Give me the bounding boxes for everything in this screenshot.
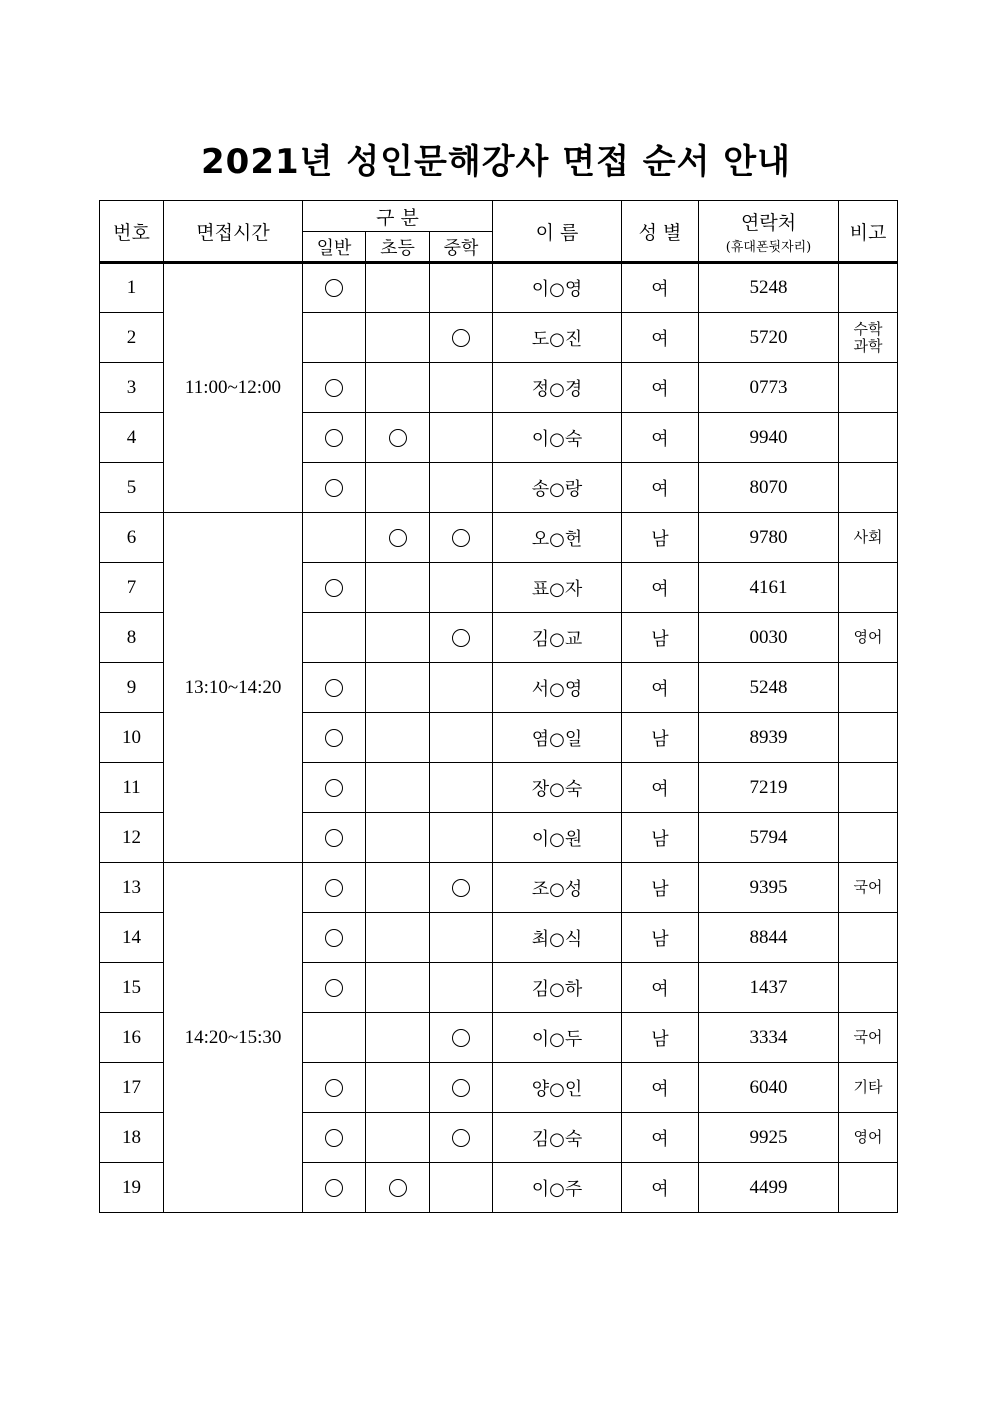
applicant-note — [839, 463, 898, 513]
applicant-note — [839, 513, 898, 563]
applicant-gender: 여 — [622, 963, 699, 1013]
category-general — [303, 1013, 366, 1063]
header-middle: 중학 — [430, 232, 493, 263]
row-number: 8 — [100, 613, 164, 663]
applicant-gender: 여 — [622, 363, 699, 413]
mark-circle-icon — [325, 279, 343, 297]
category-elementary — [366, 563, 430, 613]
row-number: 17 — [100, 1063, 164, 1113]
row-number: 9 — [100, 663, 164, 713]
header-time: 면접시간 — [164, 201, 303, 263]
applicant-name: 서○영 — [493, 663, 622, 713]
header-gender: 성 별 — [622, 201, 699, 263]
applicant-note — [839, 813, 898, 863]
table-row — [100, 263, 898, 313]
mark-circle-icon — [325, 1129, 343, 1147]
category-elementary — [366, 813, 430, 863]
mark-circle-icon — [325, 479, 343, 497]
category-middle — [430, 463, 493, 513]
category-middle — [430, 913, 493, 963]
category-middle — [430, 1063, 493, 1113]
applicant-gender: 여 — [622, 763, 699, 813]
applicant-note — [839, 1013, 898, 1063]
category-general — [303, 1163, 366, 1213]
category-elementary — [366, 763, 430, 813]
category-general — [303, 513, 366, 563]
applicant-name: 김○하 — [493, 963, 622, 1013]
applicant-gender: 여 — [622, 663, 699, 713]
applicant-contact: 4499 — [699, 1163, 839, 1213]
applicant-note — [839, 263, 898, 313]
applicant-contact: 9395 — [699, 863, 839, 913]
schedule-body — [100, 263, 898, 1213]
category-middle — [430, 363, 493, 413]
category-elementary — [366, 413, 430, 463]
applicant-contact: 3334 — [699, 1013, 839, 1063]
applicant-contact: 9940 — [699, 413, 839, 463]
row-number: 10 — [100, 713, 164, 763]
category-middle — [430, 1113, 493, 1163]
note-line: 기타 — [853, 1078, 883, 1096]
category-elementary — [366, 313, 430, 363]
applicant-note — [839, 1063, 898, 1113]
mark-circle-icon — [325, 579, 343, 597]
row-number: 3 — [100, 363, 164, 413]
category-general — [303, 413, 366, 463]
applicant-note — [839, 363, 898, 413]
row-number: 11 — [100, 763, 164, 813]
category-general — [303, 913, 366, 963]
applicant-gender: 남 — [622, 613, 699, 663]
applicant-gender: 여 — [622, 1113, 699, 1163]
category-elementary — [366, 913, 430, 963]
mark-circle-icon — [452, 329, 470, 347]
category-elementary — [366, 1013, 430, 1063]
category-elementary — [366, 863, 430, 913]
category-general — [303, 813, 366, 863]
applicant-gender: 여 — [622, 1063, 699, 1113]
applicant-contact: 0773 — [699, 363, 839, 413]
header-number: 번호 — [100, 201, 164, 263]
applicant-name: 도○진 — [493, 313, 622, 363]
category-middle — [430, 263, 493, 313]
applicant-note — [839, 563, 898, 613]
category-elementary — [366, 963, 430, 1013]
row-number: 16 — [100, 1013, 164, 1063]
mark-circle-icon — [389, 529, 407, 547]
applicant-gender: 여 — [622, 263, 699, 313]
mark-circle-icon — [452, 1079, 470, 1097]
interview-time: 11:00~12:00 — [164, 263, 303, 513]
applicant-contact: 8844 — [699, 913, 839, 963]
category-general — [303, 613, 366, 663]
header-elementary: 초등 — [366, 232, 430, 263]
category-middle — [430, 1013, 493, 1063]
header-contact-label: 연락처 — [740, 211, 797, 234]
applicant-gender: 여 — [622, 413, 699, 463]
category-general — [303, 1063, 366, 1113]
applicant-note — [839, 763, 898, 813]
category-middle — [430, 713, 493, 763]
category-middle — [430, 313, 493, 363]
row-number: 4 — [100, 413, 164, 463]
applicant-contact: 4161 — [699, 563, 839, 613]
category-middle — [430, 563, 493, 613]
category-elementary — [366, 1163, 430, 1213]
applicant-name: 이○영 — [493, 263, 622, 313]
applicant-note — [839, 963, 898, 1013]
applicant-gender: 여 — [622, 463, 699, 513]
schedule-table — [99, 262, 898, 1213]
applicant-note — [839, 1113, 898, 1163]
mark-circle-icon — [325, 1079, 343, 1097]
interview-time: 14:20~15:30 — [164, 863, 303, 1213]
applicant-contact: 5720 — [699, 313, 839, 363]
category-elementary — [366, 1113, 430, 1163]
category-middle — [430, 613, 493, 663]
category-general — [303, 313, 366, 363]
category-middle — [430, 763, 493, 813]
applicant-note — [839, 413, 898, 463]
mark-circle-icon — [389, 1179, 407, 1197]
mark-circle-icon — [325, 879, 343, 897]
mark-circle-icon — [325, 429, 343, 447]
mark-circle-icon — [325, 679, 343, 697]
note-line: 국어 — [853, 1028, 883, 1046]
applicant-contact: 9925 — [699, 1113, 839, 1163]
row-number: 1 — [100, 263, 164, 313]
category-middle — [430, 663, 493, 713]
header-category: 구 분 — [303, 201, 493, 232]
row-number: 7 — [100, 563, 164, 613]
category-general — [303, 763, 366, 813]
applicant-name: 장○숙 — [493, 763, 622, 813]
applicant-gender: 남 — [622, 713, 699, 763]
applicant-gender: 남 — [622, 913, 699, 963]
applicant-name: 이○원 — [493, 813, 622, 863]
mark-circle-icon — [325, 779, 343, 797]
mark-circle-icon — [325, 379, 343, 397]
category-middle — [430, 863, 493, 913]
category-elementary — [366, 263, 430, 313]
mark-circle-icon — [325, 979, 343, 997]
category-general — [303, 663, 366, 713]
mark-circle-icon — [325, 1179, 343, 1197]
applicant-name: 조○성 — [493, 863, 622, 913]
category-middle — [430, 963, 493, 1013]
page-title: 2021년 성인문해강사 면접 순서 안내 — [201, 142, 791, 182]
mark-circle-icon — [452, 1029, 470, 1047]
category-elementary — [366, 663, 430, 713]
applicant-contact: 5248 — [699, 263, 839, 313]
applicant-name: 오○헌 — [493, 513, 622, 563]
category-general — [303, 713, 366, 763]
table-row — [100, 513, 898, 563]
category-elementary — [366, 463, 430, 513]
header-contact-sub: (휴대폰뒷자리) — [725, 239, 812, 255]
category-general — [303, 463, 366, 513]
applicant-note — [839, 713, 898, 763]
interview-time: 13:10~14:20 — [164, 513, 303, 863]
row-number: 18 — [100, 1113, 164, 1163]
row-number: 15 — [100, 963, 164, 1013]
table-row — [100, 863, 898, 913]
mark-circle-icon — [325, 929, 343, 947]
category-middle — [430, 813, 493, 863]
applicant-note — [839, 313, 898, 363]
applicant-name: 표○자 — [493, 563, 622, 613]
category-middle — [430, 513, 493, 563]
applicant-contact: 7219 — [699, 763, 839, 813]
applicant-note — [839, 1163, 898, 1213]
category-elementary — [366, 713, 430, 763]
applicant-contact: 9780 — [699, 513, 839, 563]
category-elementary — [366, 363, 430, 413]
mark-circle-icon — [452, 1129, 470, 1147]
mark-circle-icon — [325, 729, 343, 747]
applicant-contact: 6040 — [699, 1063, 839, 1113]
category-elementary — [366, 613, 430, 663]
header-note: 비고 — [839, 201, 898, 263]
applicant-gender: 여 — [622, 563, 699, 613]
header-general: 일반 — [303, 232, 366, 263]
applicant-note — [839, 663, 898, 713]
header-contact — [699, 201, 839, 263]
category-general — [303, 863, 366, 913]
applicant-gender: 여 — [622, 313, 699, 363]
applicant-gender: 여 — [622, 1163, 699, 1213]
mark-circle-icon — [452, 529, 470, 547]
applicant-name: 이○주 — [493, 1163, 622, 1213]
applicant-name: 송○랑 — [493, 463, 622, 513]
note-line: 과학 — [853, 336, 883, 355]
applicant-gender: 남 — [622, 813, 699, 863]
category-general — [303, 1113, 366, 1163]
row-number: 5 — [100, 463, 164, 513]
applicant-name: 이○숙 — [493, 413, 622, 463]
note-line: 영어 — [853, 628, 883, 646]
row-number: 13 — [100, 863, 164, 913]
applicant-contact: 5248 — [699, 663, 839, 713]
row-number: 6 — [100, 513, 164, 563]
note-line: 국어 — [853, 878, 883, 896]
applicant-name: 김○교 — [493, 613, 622, 663]
row-number: 14 — [100, 913, 164, 963]
applicant-note — [839, 863, 898, 913]
applicant-contact: 0030 — [699, 613, 839, 663]
note-line: 사회 — [853, 528, 883, 546]
applicant-name: 김○숙 — [493, 1113, 622, 1163]
category-elementary — [366, 1063, 430, 1113]
mark-circle-icon — [452, 629, 470, 647]
row-number: 19 — [100, 1163, 164, 1213]
applicant-gender: 남 — [622, 863, 699, 913]
mark-circle-icon — [325, 829, 343, 847]
applicant-gender: 남 — [622, 1013, 699, 1063]
category-elementary — [366, 513, 430, 563]
category-general — [303, 363, 366, 413]
applicant-contact: 8939 — [699, 713, 839, 763]
applicant-contact: 5794 — [699, 813, 839, 863]
applicant-name: 이○두 — [493, 1013, 622, 1063]
applicant-gender: 남 — [622, 513, 699, 563]
applicant-name: 최○식 — [493, 913, 622, 963]
table-header — [99, 200, 898, 264]
category-middle — [430, 413, 493, 463]
header-name: 이 름 — [493, 201, 622, 263]
applicant-name: 정○경 — [493, 363, 622, 413]
mark-circle-icon — [452, 879, 470, 897]
applicant-name: 양○인 — [493, 1063, 622, 1113]
category-general — [303, 563, 366, 613]
category-middle — [430, 1163, 493, 1213]
category-general — [303, 263, 366, 313]
row-number: 12 — [100, 813, 164, 863]
mark-circle-icon — [389, 429, 407, 447]
category-general — [303, 963, 366, 1013]
applicant-name: 염○일 — [493, 713, 622, 763]
note-line: 수학 — [853, 319, 883, 338]
note-line: 영어 — [853, 1128, 883, 1146]
row-number: 2 — [100, 313, 164, 363]
applicant-note — [839, 613, 898, 663]
applicant-note — [839, 913, 898, 963]
applicant-contact: 8070 — [699, 463, 839, 513]
applicant-contact: 1437 — [699, 963, 839, 1013]
